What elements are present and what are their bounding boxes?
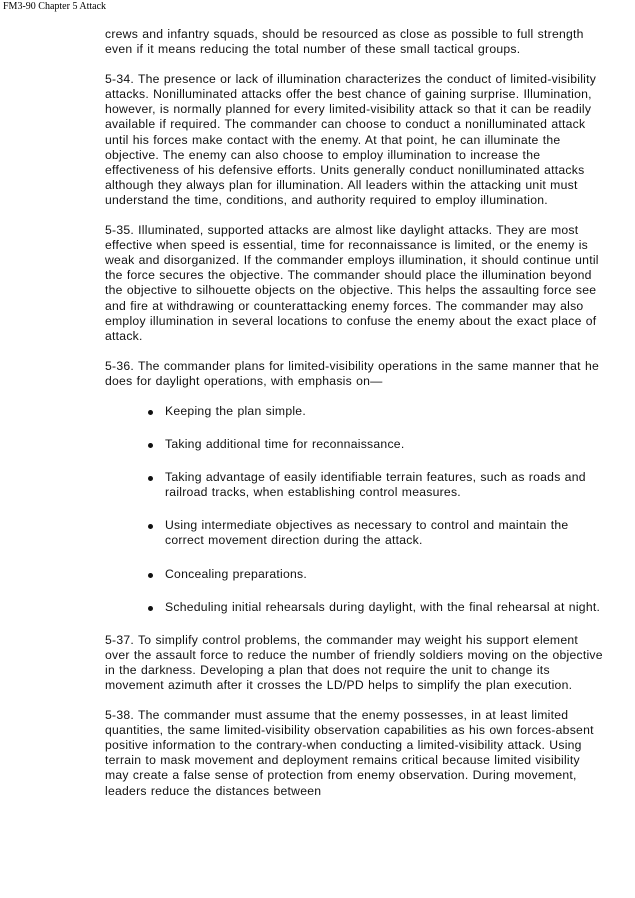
list-item xyxy=(105,437,603,452)
paragraph-5-38: 5-38. The commander must assume that the enemy possesses, in at least limited quantities, the same limited-visibility observation capabilities as his own forces-absent positive information to the contrary-when conducting a limited-visibility attack. Using terrain to mask movement and deployment remains critical because limited visibility may create a false sense of protection from enemy observation. During movement, leaders reduce the distances between xyxy=(105,708,594,798)
list-item xyxy=(105,470,603,500)
paragraph-5-34: 5-34. The presence or lack of illumination characterizes the conduct of limited-visibility attacks. Nonilluminated attacks offer the best chance of gaining surprise. Illumination, however, is normally planned for every limited-visibility attack so that it can be readily available if required. The commander can choose to conduct a nonilluminated attack until his forces make contact with the enemy. At that point, he can illuminate the objective. The enemy can also choose to employ illumination to increase the effectiveness of his defensive efforts. Units generally conduct nonilluminated attacks although they always plan for illumination. All leaders within the attacking unit must understand the time, conditions, and authority required to employ illumination. xyxy=(105,72,597,207)
emphasis-list xyxy=(105,404,603,615)
list-item xyxy=(105,600,603,615)
list-item-text: Using intermediate objectives as necessary to control and maintain the correct movement direction during the attack. xyxy=(165,518,569,548)
paragraph-5-37: 5-37. To simplify control problems, the commander may weight his support element over the assault force to reduce the number of friendly soldiers moving on the objective in the darkness. Developing a plan that does not require the unit to change its movement azimuth after it crosses the LD/PD helps to simplify the plan execution. xyxy=(105,632,603,692)
list-item-text: Taking additional time for reconnaissance. xyxy=(165,437,405,452)
bullet-icon xyxy=(148,476,153,481)
list-item xyxy=(105,404,603,419)
bullet-icon xyxy=(148,573,153,578)
document-body xyxy=(105,27,603,814)
paragraph-continued: crews and infantry squads, should be resourced as close as possible to full strength even if it means reducing the total number of these small tactical groups. xyxy=(105,27,584,57)
list-item xyxy=(105,518,603,548)
bullet-icon xyxy=(148,524,153,529)
list-item-text: Taking advantage of easily identifiable terrain features, such as roads and railroad tracks, when establishing control measures. xyxy=(165,470,586,500)
paragraph-5-36: 5-36. The commander plans for limited-visibility operations in the same manner that he does for daylight operations, with emphasis on— xyxy=(105,358,600,388)
bullet-icon xyxy=(148,443,153,448)
list-item xyxy=(105,567,603,582)
list-item-text: Concealing preparations. xyxy=(165,566,308,581)
paragraph-5-35: 5-35. Illuminated, supported attacks are almost like daylight attacks. They are most effective when speed is essential, time for reconnaissance is limited, or the enemy is weak and disorganized. If the commander employs illumination, it should continue until the force secures the objective. The commander should place the illumination beyond the objective to silhouette objects on the objective. This helps the assaulting force see and fire at withdrawing or counterattacking enemy forces. The commander may also employ illumination in several locations to confuse the enemy about the exact place of attack. xyxy=(105,223,599,343)
list-item-text: Scheduling initial rehearsals during daylight, with the final rehearsal at night. xyxy=(165,599,601,614)
list-item-text: Keeping the plan simple. xyxy=(165,403,306,418)
page-header: FM3-90 Chapter 5 Attack xyxy=(3,1,107,12)
bullet-icon xyxy=(148,410,153,415)
bullet-icon xyxy=(148,606,153,611)
